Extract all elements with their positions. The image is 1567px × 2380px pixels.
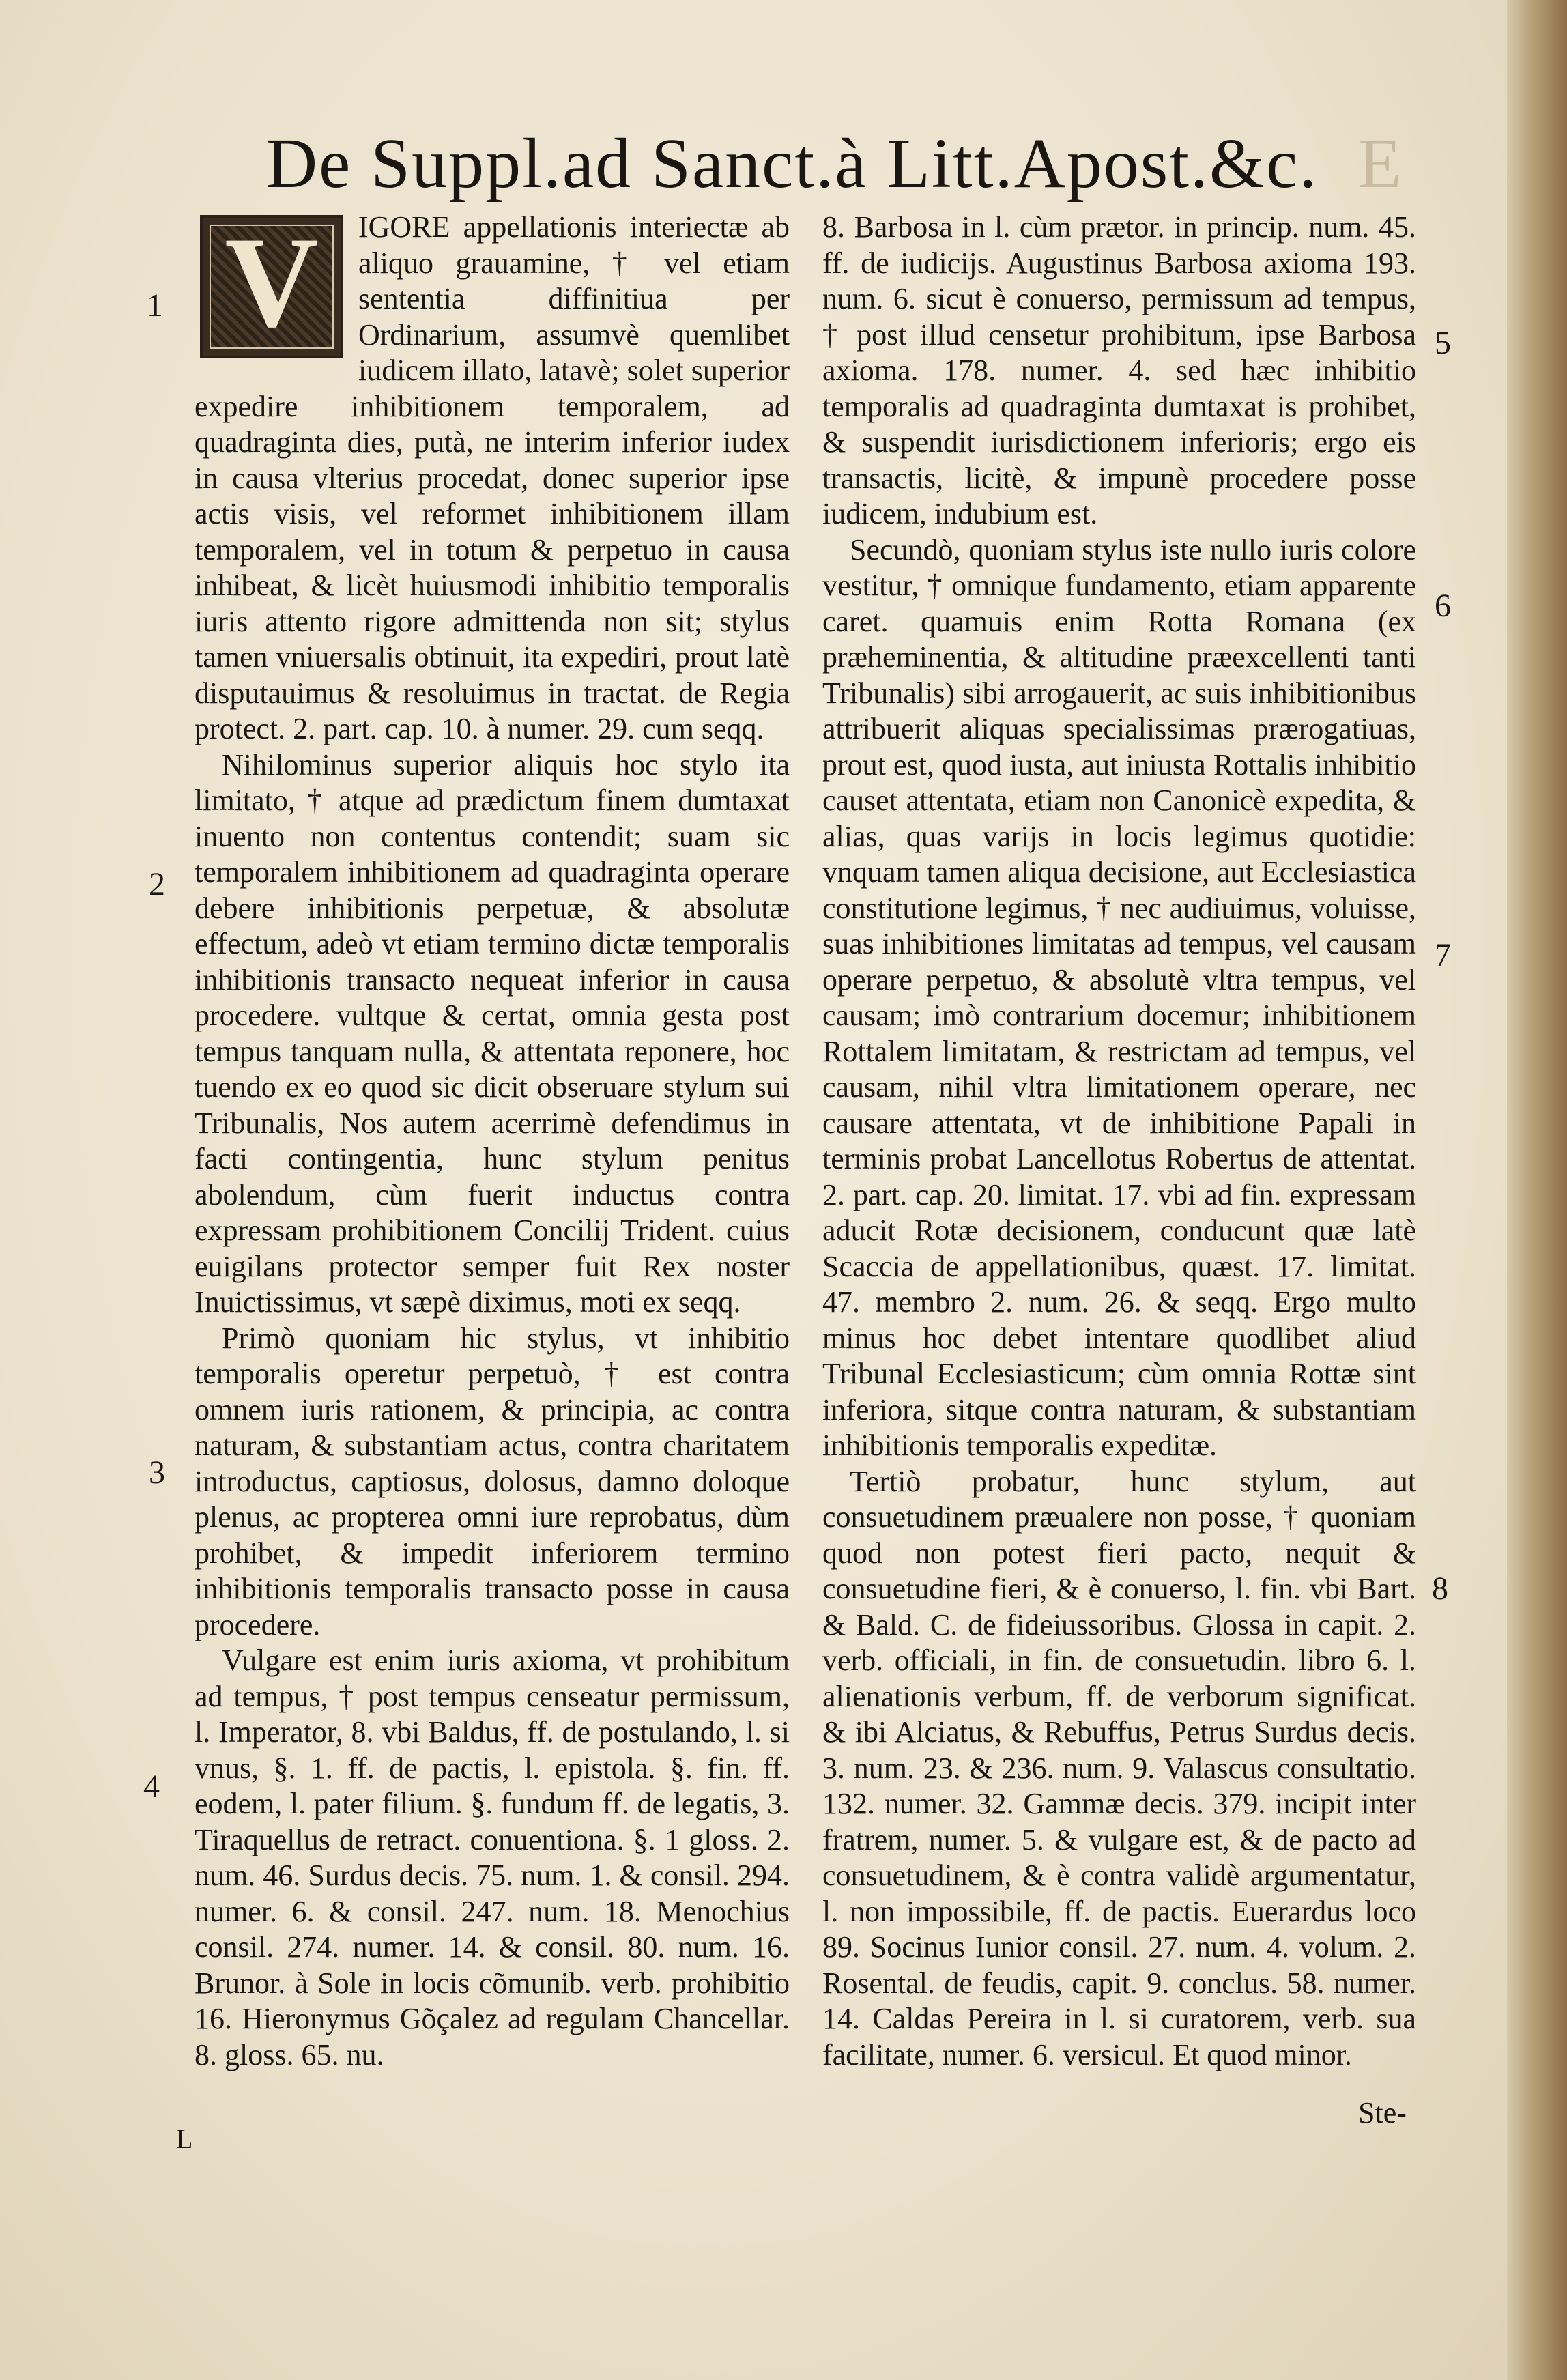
margin-number: 1 <box>147 287 163 324</box>
catchword: Ste- <box>1358 2096 1407 2130</box>
paragraph: IGORE appellationis interiectæ ab aliquo grauamine, † vel etiam sententia diffinitiua per Ordinarium, assumvè quemlibet iudicem illato, latavè; solet superior expedire inhibitionem temporalem, ad quadraginta dies, putà, ne interim inferior iudex in causa vlterius procedat, donec superior ipse actis visis, vel reformet inhibitionem illam temporalem, vel in totum & perpetuo in causa inhibeat, & licèt huiusmodi inhibitio temporalis iuris attento rigore admittenda non sit; stylus tamen vniuersalis obtinuit, ita expediri, prout latè disputauimus & resoluimus in tractat. de Regia protect. 2. part. cap. 10. à numer. 29. cum seqq. <box>195 210 790 745</box>
paragraph: Vulgare est enim iuris axioma, vt prohibitum ad tempus, † post tempus censeatur permissum, l. Imperator, 8. vbi Baldus, ff. de postulando, l. si vnus, §. 1. ff. de pactis, l. epistola. §. fin. ff. eodem, l. pater filium. §. fundum ff. de legatis, 3. Tiraquellus de retract. conuentiona. §. 1 gloss. 2. num. 46. Surdus decis. 75. num. 1. & consil. 294. numer. 6. & consil. 247. num. 18. Menochius consil. 274. numer. 14. & consil. 80. num. 16. Brunor. à Sole in locis cõmunib. verb. prohibitio 16. Hieronymus Gõçalez ad regulam Chancellar. 8. gloss. 65. nu. <box>195 1644 790 2071</box>
page-gutter-edge <box>1507 0 1567 2380</box>
margin-number: 8 <box>1432 1571 1448 1607</box>
paragraph: Secundò, quoniam stylus iste nullo iuris colore vestitur, † omnique fundamento, etiam apparente caret. quamuis enim Rotta Romana (ex præheminentia, & altitudine præexcellenti tanti Tribunalis) sibi arrogauerit, ac suis inhibitionibus attribuerit aliquas specialissimas prærogatiuas, prout est, quod iusta, aut iniusta Rottalis inhibitio causet attentata, etiam non Canonicè expedita, & alias, quas varijs in locis legimus quotidie: vnquam tamen aliqua decisione, aut Ecclesiastica constitutione legimus, † nec audiuimus, voluisse, suas inhibitiones limitatas ad tempus, vel causam operare perpetuo, & absolutè vltra tempus, vel causam; imò contrarium docemur; inhibitionem Rottalem limitatam, & restrictam ad tempus, vel causam, nihil vltra limitationem operare, nec causare attentata, vt de inhibitione Papali in terminis probat Lancellotus Robertus de attentat. 2. part. cap. 20. limitat. 17. vbi ad fin. expressam aducit Rotæ decisionem, conducunt quæ latè Scaccia de appellationibus, quæst. 17. limitat. 47. membro 2. num. 26. & seqq. Ergo multo minus hoc debet intentare quodlibet aliud Tribunal Ecclesiasticum; cùm omnia Rottæ sint inferiora, sitque contra naturam, & substantiam inhibitionis temporalis expeditæ. <box>822 532 1416 1462</box>
paragraph: Tertiò probatur, hunc stylum, aut consuetudinem præualere non posse, † quoniam quod non potest fieri pacto, nequit & consuetudine fieri, & è conuerso, l. fin. vbi Bart. & Bald. C. de fideiussoribus. Glossa in capit. 2. verb. officiali, in fin. de consuetudin. libro 6. l. alienationis verbum, ff. de verborum significat. & ibi Alciatus, & Rebuffus, Petrus Surdus decis. 3. num. 23. & 236. num. 9. Valascus consultatio. 132. numer. 32. Gammæ decis. 379. incipit inter fratrem, numer. 5. & vulgare est, & de pacto ad consuetudinem, & è contra validè argumentatur, l. non impossibile, ff. de pactis. Euerardus loco 89. Socinus Iunior consil. 27. num. 4. volum. 2. Rosental. de feudis, capit. 9. conclus. 58. numer. 14. Caldas Pereira in l. si curatorem, verb. sua facilitate, numer. 6. versicul. Et quod minor. <box>822 1464 1416 2071</box>
left-column <box>195 210 790 2073</box>
decorated-initial <box>200 211 343 358</box>
paragraph: Nihilominus superior aliquis hoc stylo ita limitato, † atque ad prædictum finem dumtaxat inuento non contentus contendit; suam sic temporalem inhibitionem ad quadraginta operare debere inhibitionis perpetuæ, & absolutæ effectum, adeò vt etiam termino dictæ temporalis inhibitionis transacto nequeat inferior in causa procedere. vultque & certat, omnia gesta post tempus tanquam nulla, & attentata reponere, hoc tuendo ex eo quod sic dicit obseruare stylum sui Tribunalis, Nos autem acerrimè defendimus in facti contingentia, hunc stylum penitus abolendum, cùm fuerit inductus contra expressam prohibitionem Concilij Trident. cuius euigilans protector semper fuit Rex noster Inuictissimus, vt sæpè diximus, moti ex seqq. <box>195 747 790 1319</box>
initial-letter: V <box>225 211 319 354</box>
margin-number: 6 <box>1435 588 1451 624</box>
margin-number: 2 <box>149 866 165 902</box>
margin-number: 3 <box>149 1454 165 1491</box>
margin-number: 4 <box>143 1768 160 1805</box>
paragraph: 8. Barbosa in l. cùm prætor. in princip. num. 45. ff. de iudicijs. Augustinus Barbosa axioma 193. num. 6. sicut è conuerso, permissum ad tempus, † post illud censetur prohibitum, ipse Barbosa axioma. 178. numer. 4. sed hæc inhibitio temporalis ad quadraginta dumtaxat is prohibet, & suspendit iurisdictionem inferioris; ergo eis transactis, licitè, & impunè procedere posse iudicem, indubium est. <box>822 210 1416 530</box>
running-header: De Suppl.ad Sanct.à Litt.Apost.&c. <box>266 124 1319 203</box>
paragraph: Primò quoniam hic stylus, vt inhibitio temporalis operetur perpetuò, † est contra omnem iuris rationem, & principia, ac contra naturam, & substantiam actus, contra charitatem introductus, captiosus, dolosus, damno doloque plenus, ac propterea omni iure reprobatus, dùm prohibet, & impedit inferiorem termino inhibitionis temporalis transacto posse in causa procedere. <box>195 1321 790 1641</box>
margin-number: 7 <box>1435 937 1451 973</box>
signature-mark: L <box>176 2123 193 2154</box>
margin-number: 5 <box>1435 325 1451 361</box>
right-column <box>822 210 1416 2073</box>
bleed-through-letter: E <box>1358 124 1402 203</box>
